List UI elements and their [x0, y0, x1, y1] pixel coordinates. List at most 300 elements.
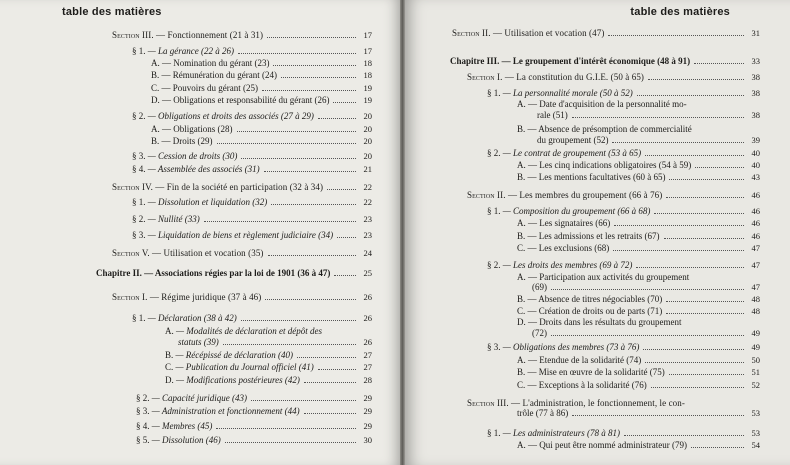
toc-entry-prefix: Section IV.: [112, 182, 153, 192]
toc-entry-text: — Modifications postérieures (42): [173, 375, 300, 385]
dot-leader: [217, 136, 356, 144]
toc-page-number: 17: [363, 30, 372, 40]
toc-entry-prefix: § 4.: [132, 164, 146, 174]
toc-page-number: 46: [751, 190, 760, 200]
toc-page-number: 17: [363, 46, 372, 56]
toc-page-number: 20: [363, 124, 372, 134]
toc-entry-prefix: Section I.: [467, 72, 503, 82]
toc-entry-prefix: A.: [151, 58, 160, 68]
toc-page-number: 47: [751, 243, 760, 253]
toc-entry-text: rale (51): [537, 110, 568, 120]
toc-entry-prefix: Section II.: [467, 190, 506, 200]
toc-page-number: 20: [363, 136, 372, 146]
toc-page-number: 27: [363, 350, 372, 360]
toc-entry-title: [452, 28, 604, 39]
toc-entry-prefix: A.: [517, 355, 526, 365]
toc-entry: [517, 160, 760, 171]
toc-entry-prefix: § 1.: [487, 428, 501, 438]
right-page-header: table des matières: [630, 6, 730, 18]
dot-leader: [691, 440, 744, 448]
toc-entry-text: — Les admissions et les retraits (67): [525, 231, 660, 241]
toc-entry-text: — Capacité juridique (43): [149, 393, 247, 403]
toc-entry-prefix: § 5.: [136, 435, 150, 445]
toc-entry-title: [132, 164, 260, 175]
toc-entry: [132, 313, 372, 324]
toc-entry-title: [132, 214, 200, 225]
dot-leader: [304, 406, 356, 414]
toc-entry-text: — Obligations et droits des associés (27 à 29): [145, 111, 314, 121]
toc-entry-title: [112, 30, 263, 41]
toc-entry-text: — Création de droits ou de parts (71): [525, 306, 663, 316]
dot-leader: [666, 306, 744, 314]
toc-entry-prefix: § 3.: [132, 151, 146, 161]
toc-entry-title: [537, 135, 608, 146]
toc-page-number: 19: [363, 95, 372, 105]
toc-entry-text: — Les exclusions (68): [525, 243, 610, 253]
toc-entry-title: [132, 151, 237, 162]
dot-leader: [267, 30, 356, 38]
toc-entry-title: [517, 124, 692, 135]
toc-entry-text: — Récépissé de déclaration (40): [173, 350, 293, 360]
dot-leader: [241, 151, 356, 159]
toc-entry-prefix: § 2.: [487, 260, 501, 270]
toc-entry: [151, 95, 372, 106]
dot-leader: [572, 110, 744, 118]
toc-entry: [517, 99, 760, 110]
toc-page-number: 22: [363, 182, 372, 192]
toc-entry-title: [517, 294, 662, 305]
dot-leader: [643, 342, 744, 350]
toc-entry-prefix: D.: [165, 375, 174, 385]
toc-entry: [517, 218, 760, 229]
toc-entry-title: [132, 197, 267, 208]
toc-page-number: 24: [363, 248, 372, 258]
dot-leader: [572, 408, 744, 416]
toc-entry-prefix: A.: [517, 99, 526, 109]
toc-entry-title: [487, 148, 641, 159]
toc-entry-prefix: § 1.: [487, 206, 501, 216]
toc-entry: [151, 124, 372, 135]
toc-entry-text: — Nomination du gérant (23): [159, 58, 270, 68]
toc-page-number: 47: [751, 260, 760, 270]
toc-entry: [151, 58, 372, 69]
dot-leader: [637, 88, 744, 96]
toc-page-number: 29: [363, 406, 372, 416]
toc-entry-title: [450, 56, 690, 67]
toc-entry-prefix: § 1.: [487, 88, 501, 98]
toc-page-number: 38: [751, 72, 760, 82]
toc-page-number: 47: [751, 282, 760, 292]
toc-entry: [132, 111, 372, 122]
toc-entry-title: [136, 393, 247, 404]
toc-entry-prefix: § 1.: [132, 313, 146, 323]
toc-page-number: 40: [751, 160, 760, 170]
toc-entry-title: [151, 70, 277, 81]
toc-entry-text: — Droits dans les résultats du groupement: [525, 317, 682, 327]
toc-entry-prefix: A.: [517, 218, 526, 228]
toc-entry: [132, 151, 372, 162]
toc-entry-title: [136, 406, 300, 417]
toc-entry-prefix: B.: [151, 136, 160, 146]
toc-page-number: 40: [751, 148, 760, 158]
toc-entry: [165, 375, 372, 386]
toc-entry-text: trôle (77 à 86): [517, 408, 569, 418]
toc-entry-title: [532, 328, 547, 339]
toc-entry-title: [517, 306, 662, 317]
toc-entry-text: — Le contrat de groupement (53 à 65): [500, 148, 642, 158]
toc-page-number: 18: [363, 70, 372, 80]
toc-entry-prefix: C.: [517, 380, 526, 390]
toc-entry-title: [96, 268, 330, 279]
dot-leader: [297, 350, 356, 358]
dot-leader: [223, 337, 356, 345]
dot-leader: [666, 294, 744, 302]
toc-entry-title: [517, 172, 665, 183]
toc-entry-text: du groupement (52): [537, 135, 609, 145]
toc-entry-prefix: § 3.: [136, 406, 150, 416]
toc-entry-title: [517, 243, 609, 254]
dot-leader: [669, 367, 744, 375]
dot-leader: [225, 435, 356, 443]
toc-entry: [517, 355, 760, 366]
toc-entry-title: [136, 435, 221, 446]
toc-entry: [517, 124, 760, 135]
toc-entry-title: [132, 313, 237, 324]
toc-entry-title: [467, 72, 644, 83]
toc-page-number: 39: [751, 135, 760, 145]
toc-page-number: 43: [751, 172, 760, 182]
toc-entry-title: [132, 111, 314, 122]
toc-entry-prefix: D.: [517, 317, 526, 327]
toc-entry-text: — Les signataires (66): [525, 218, 611, 228]
toc-page-number: 27: [363, 362, 372, 372]
toc-page-number: 26: [363, 337, 372, 347]
toc-entry-prefix: B.: [517, 231, 526, 241]
toc-page-number: 26: [363, 313, 372, 323]
toc-entry: [452, 28, 760, 39]
toc-entry-title: [487, 428, 620, 439]
dot-leader: [237, 124, 357, 132]
toc-entry: [112, 292, 372, 303]
toc-entry-text: — Le groupement d'intérêt économique (48 à 91): [499, 56, 691, 66]
toc-page-number: 30: [363, 435, 372, 445]
toc-page-number: 49: [751, 342, 760, 352]
toc-entry-text: — Les cinq indications obligatoires (54 à 59): [525, 160, 692, 170]
toc-entry-title: [537, 110, 568, 121]
toc-entry-text: — Utilisation et vocation (35): [149, 248, 264, 258]
toc-entry: [151, 136, 372, 147]
toc-entry: [136, 406, 372, 417]
toc-page-number: 33: [751, 56, 760, 66]
dot-leader: [333, 95, 356, 103]
toc-entry-text: — Absence de présomption de commercialité: [525, 124, 692, 134]
toc-entry-prefix: C.: [151, 83, 160, 93]
toc-entry: [517, 294, 760, 305]
toc-entry: [532, 282, 760, 293]
dot-leader: [318, 362, 356, 370]
toc-page-number: 53: [751, 428, 760, 438]
toc-page-number: 26: [363, 292, 372, 302]
toc-page-number: 38: [751, 110, 760, 120]
toc-entry-prefix: § 2.: [132, 111, 146, 121]
toc-page-number: 29: [363, 393, 372, 403]
toc-entry-text: — Utilisation et vocation (47): [490, 28, 605, 38]
dot-leader: [337, 230, 356, 238]
toc-entry-text: — La gérance (22 à 26): [145, 46, 234, 56]
toc-entry-prefix: B.: [517, 367, 526, 377]
toc-entry: [487, 148, 760, 159]
toc-entry-text: — Obligations des membres (73 à 76): [500, 342, 640, 352]
toc-entry-prefix: A.: [151, 124, 160, 134]
toc-entry-title: [165, 350, 293, 361]
dot-leader: [265, 292, 356, 300]
toc-page-number: 50: [751, 355, 760, 365]
toc-entry-title: [132, 46, 234, 57]
toc-entry-title: [112, 248, 264, 259]
dot-leader: [238, 46, 356, 54]
toc-entry-prefix: A.: [517, 272, 526, 282]
toc-entry-text: — Obligations (28): [159, 124, 233, 134]
toc-entry-prefix: § 1.: [132, 197, 146, 207]
dot-leader: [664, 231, 745, 239]
toc-page-number: 46: [751, 206, 760, 216]
toc-entry-text: — Fonctionnement (21 à 31): [153, 30, 264, 40]
toc-entry: [487, 342, 760, 353]
dot-leader: [645, 148, 744, 156]
toc-entry-prefix: Section III.: [467, 398, 509, 408]
dot-leader: [614, 218, 744, 226]
toc-entry-prefix: B.: [517, 172, 526, 182]
toc-page-number: 46: [751, 231, 760, 241]
dot-leader: [268, 248, 356, 256]
dot-leader: [273, 58, 356, 66]
toc-page-number: 54: [751, 440, 760, 450]
toc-entry: [532, 328, 760, 339]
toc-entry-title: [165, 362, 314, 373]
toc-page-number: 46: [751, 218, 760, 228]
toc-entry-prefix: B.: [151, 70, 160, 80]
toc-page-number: 31: [751, 28, 760, 38]
toc-page-number: 18: [363, 58, 372, 68]
toc-entry-text: — Publication du Journal officiel (41): [173, 362, 314, 372]
toc-entry-title: [487, 342, 639, 353]
toc-entry-title: [517, 367, 665, 378]
toc-entry: [132, 164, 372, 175]
dot-leader: [613, 243, 744, 251]
toc-entry-prefix: § 2.: [136, 393, 150, 403]
toc-entry-text: — Administration et fonctionnement (44): [149, 406, 300, 416]
toc-entry-prefix: B.: [517, 294, 526, 304]
toc-entry-title: [532, 282, 547, 293]
toc-entry-text: — Régime juridique (37 à 46): [147, 292, 262, 302]
toc-entry-text: — Composition du groupement (66 à 68): [500, 206, 651, 216]
toc-entry: [517, 317, 760, 328]
toc-entry: [132, 214, 372, 225]
toc-entry-text: — Qui peut être nommé administrateur (79): [525, 440, 687, 450]
dot-leader: [251, 393, 356, 401]
toc-entry: [517, 367, 760, 378]
toc-entry-title: [487, 206, 650, 217]
toc-page-number: 49: [751, 328, 760, 338]
toc-entry: [151, 83, 372, 94]
toc-entry: [517, 231, 760, 242]
toc-entry-text: — La constitution du G.I.E. (50 à 65): [502, 72, 645, 82]
toc-entry-title: [467, 190, 662, 201]
toc-page-number: 25: [363, 268, 372, 278]
toc-entry-text: — Liquidation de biens et règlement judiciaire (34): [145, 230, 334, 240]
toc-entry-title: [151, 95, 329, 106]
dot-leader: [608, 28, 744, 36]
toc-entry-prefix: C.: [517, 306, 526, 316]
toc-page-number: 48: [751, 294, 760, 304]
toc-entry-text: — Exceptions à la solidarité (76): [525, 380, 647, 390]
toc-entry-title: [112, 292, 261, 303]
dot-leader: [645, 355, 744, 363]
toc-entry-text: — Mise en œuvre de la solidarité (75): [525, 367, 665, 377]
toc-entry-title: [112, 182, 323, 193]
toc-entry-text: — Absence de titres négociables (70): [525, 294, 663, 304]
toc-entry-text: — Rémunération du gérant (24): [159, 70, 277, 80]
toc-entry-title: [517, 231, 660, 242]
toc-entry: [165, 350, 372, 361]
toc-page-number: 29: [363, 421, 372, 431]
toc-entry: [112, 182, 372, 193]
toc-entry-text: (69): [532, 282, 547, 292]
toc-entry: [517, 243, 760, 254]
toc-entry-title: [517, 380, 647, 391]
dot-leader: [654, 206, 744, 214]
toc-entry-prefix: C.: [165, 362, 174, 372]
toc-entry-title: [178, 337, 219, 348]
toc-entry-text: — Obligations et responsabilité du gérant (26): [159, 95, 330, 105]
toc-entry-prefix: Section III.: [112, 30, 154, 40]
toc-entry-prefix: § 3.: [132, 230, 146, 240]
toc-entry: [165, 326, 372, 337]
dot-leader: [648, 72, 744, 80]
toc-entry: [517, 172, 760, 183]
toc-entry-title: [151, 124, 233, 135]
dot-leader: [204, 214, 356, 222]
dot-leader: [281, 70, 356, 78]
toc-entry-title: [487, 260, 632, 271]
toc-entry-text: — Nullité (33): [145, 214, 200, 224]
toc-entry: [136, 421, 372, 432]
toc-entry-text: — La personnalité morale (50 à 52): [500, 88, 633, 98]
toc-page-number: 19: [363, 83, 372, 93]
toc-page-number: 21: [363, 164, 372, 174]
toc-entry-text: — Les mentions facultatives (60 à 65): [525, 172, 666, 182]
dot-leader: [271, 197, 356, 205]
toc-entry-title: [517, 99, 687, 110]
toc-entry: [517, 306, 760, 317]
toc-entry-title: [165, 375, 300, 386]
dot-leader: [551, 282, 744, 290]
toc-entry-text: — Date d'acquisition de la personnalité mo-: [525, 99, 687, 109]
dot-leader: [612, 135, 744, 143]
toc-entry-text: — Modalités de déclaration et dépôt des: [173, 326, 322, 336]
toc-entry-title: [487, 88, 633, 99]
toc-entry-prefix: B.: [165, 350, 174, 360]
toc-entry: [151, 70, 372, 81]
dot-leader: [624, 428, 744, 436]
toc-entry-title: [136, 421, 212, 432]
toc-entry: [467, 190, 760, 201]
toc-entry: [132, 197, 372, 208]
dot-leader: [651, 380, 744, 388]
toc-entry: [517, 380, 760, 391]
toc-entry-prefix: Section II.: [452, 28, 491, 38]
toc-entry-prefix: A.: [165, 326, 174, 336]
toc-entry-text: — Déclaration (38 à 42): [145, 313, 237, 323]
right-page: [405, 0, 790, 465]
toc-entry: [165, 362, 372, 373]
toc-entry-prefix: § 2.: [487, 148, 501, 158]
toc-entry: [136, 435, 372, 446]
dot-leader: [636, 260, 744, 268]
toc-page-number: 20: [363, 111, 372, 121]
toc-entry-prefix: A.: [517, 160, 526, 170]
toc-entry-title: [517, 355, 641, 366]
dot-leader: [551, 328, 744, 336]
dot-leader: [666, 190, 744, 198]
toc-page-number: 48: [751, 306, 760, 316]
dot-leader: [334, 268, 356, 276]
toc-entry-title: [132, 230, 333, 241]
toc-entry-text: — Membres (45): [149, 421, 213, 431]
toc-entry-prefix: Section V.: [112, 248, 150, 258]
toc-entry: [487, 428, 760, 439]
toc-entry-text: statuts (39): [178, 337, 219, 347]
dot-leader: [694, 56, 744, 64]
toc-entry: [132, 230, 372, 241]
dot-leader: [304, 375, 356, 383]
toc-entry-title: [517, 160, 691, 171]
toc-entry: [517, 440, 760, 451]
toc-entry-text: — Les administrateurs (78 à 81): [500, 428, 621, 438]
toc-entry-text: — L'administration, le fonctionnement, le con-: [508, 398, 685, 408]
toc-entry-text: — Pouvoirs du gérant (25): [159, 83, 259, 93]
toc-entry-prefix: § 4.: [136, 421, 150, 431]
toc-page-number: 38: [751, 88, 760, 98]
toc-entry: [467, 72, 760, 83]
toc-entry: [487, 88, 760, 99]
toc-entry-text: (72): [532, 328, 547, 338]
toc-page-number: 23: [363, 230, 372, 240]
toc-page-number: 28: [363, 375, 372, 385]
toc-entry-text: — Fin de la société en participation (32 à 34): [152, 182, 324, 192]
toc-entry-prefix: Chapitre II.: [96, 268, 142, 278]
toc-entry-prefix: § 3.: [487, 342, 501, 352]
toc-entry-title: [151, 58, 269, 69]
dot-leader: [327, 182, 356, 190]
dot-leader: [262, 83, 356, 91]
toc-entry: [487, 206, 760, 217]
toc-entry-title: [165, 326, 322, 337]
toc-entry-title: [517, 440, 687, 451]
toc-page-number: 52: [751, 380, 760, 390]
toc-entry: [112, 30, 372, 41]
dot-leader: [318, 111, 356, 119]
toc-entry-text: — Droits (29): [159, 136, 213, 146]
toc-entry: [487, 260, 760, 271]
toc-entry: [450, 56, 760, 67]
toc-page-number: 22: [363, 197, 372, 207]
toc-entry-text: — Dissolution et liquidation (32): [145, 197, 268, 207]
toc-entry-text: — Etendue de la solidarité (74): [525, 355, 642, 365]
toc-entry-prefix: § 1.: [132, 46, 146, 56]
toc-page-number: 53: [751, 408, 760, 418]
toc-entry-title: [151, 136, 213, 147]
